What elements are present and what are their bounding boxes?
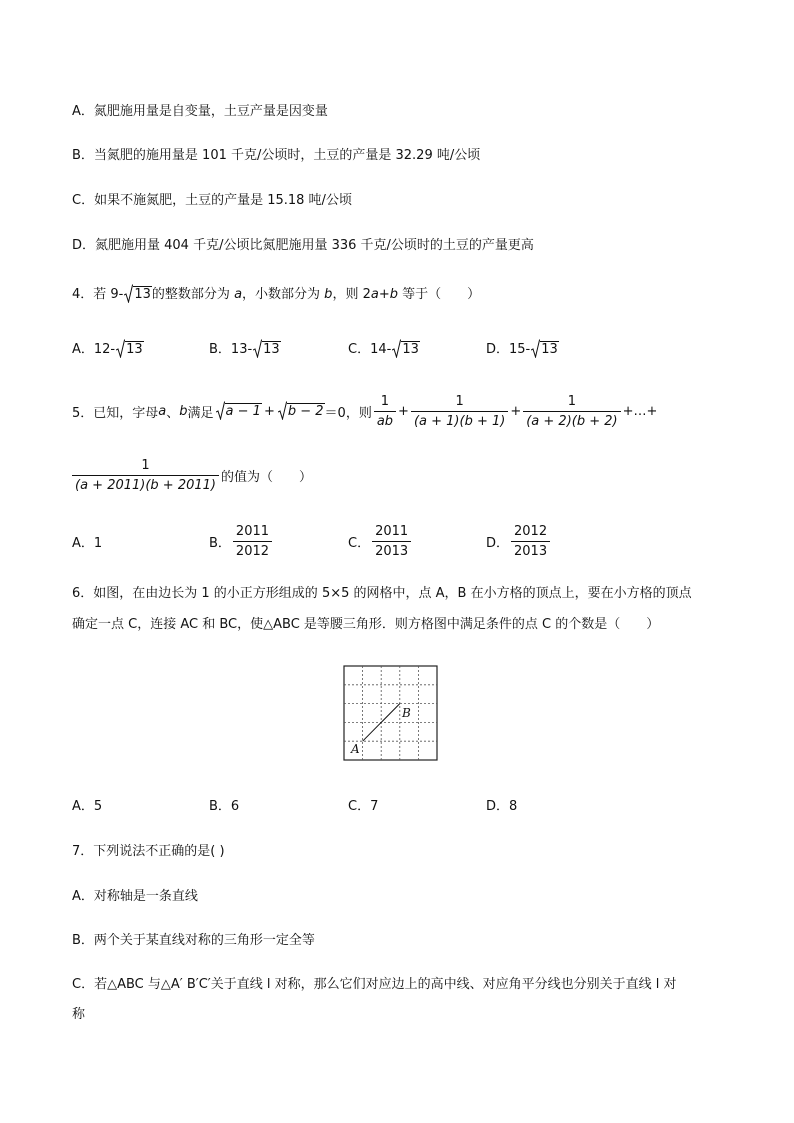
fraction-2: $\frac{1}{(a + 1)(b + 1)}$ <box>411 393 508 430</box>
q5-stem: 5．已知，字母 a 、 b 满足 a − 1 + b − 2 ＝0，则 $\frac{1}{ab}$ + $\frac{1}{(a + 1)(b + 1)}$ + $\frac{1}{(a + 2)(b + 2)}$ +…+ <box>72 394 658 429</box>
q5-stem-cont: $\frac{1}{(a + 2011)(b + 2011)}$ 的值为（ ） <box>72 457 312 494</box>
point-b-label: B <box>402 706 411 720</box>
point-a-label: A <box>351 742 360 756</box>
q4-option-b: B．13- 13 <box>209 342 280 357</box>
q4-option-a: A．12- 13 <box>72 342 143 357</box>
q3-option-c: C．如果不施氮肥，土豆的产量是 15.18 吨/公顷 <box>72 193 352 208</box>
fraction-3: $\frac{1}{(a + 2)(b + 2)}$ <box>523 393 620 430</box>
q7-option-a: A．对称轴是一条直线 <box>72 889 198 904</box>
q5-option-d: D． $\frac{2012}{2013}$ <box>486 523 552 560</box>
q5-option-b: B． $\frac{2011}{2012}$ <box>209 523 274 560</box>
q6-option-d: D．8 <box>486 799 518 814</box>
q6-stem-line1: 6．如图，在由边长为 1 的小正方形组成的 5×5 的网格中，点 A，B 在小方格的顶点上，要在小方格的顶点 <box>72 586 692 601</box>
q5-option-c: C． $\frac{2011}{2013}$ <box>348 523 413 560</box>
q6-option-a: A．5 <box>72 799 103 814</box>
q6-option-b: B．6 <box>209 799 240 814</box>
q7-stem: 7．下列说法不正确的是( ) <box>72 844 225 859</box>
fraction-1: $\frac{1}{ab}$ <box>374 393 396 430</box>
q3-option-b: B．当氮肥的施用量是 101 千克/公顷时，土豆的产量是 32.29 吨/公顷 <box>72 148 481 163</box>
q3-option-d: D．氮肥施用量 404 千克/公顷比氮肥施用量 336 千克/公顷时的土豆的产量更高 <box>72 238 534 253</box>
q7-option-b: B．两个关于某直线对称的三角形一定全等 <box>72 933 315 948</box>
q4-option-d: D．15- 13 <box>486 342 558 357</box>
q4-stem: 4．若 9- 13的整数部分为 a，小数部分为 b，则 2a+b 等于（ ） <box>72 287 481 302</box>
q3-option-a: A．氮肥施用量是自变量，土豆产量是因变量 <box>72 104 328 119</box>
q7-option-c-line2: 称 <box>72 1007 86 1022</box>
sqrt-13: 13 <box>124 286 152 304</box>
q6-stem-line2: 确定一点 C，连接 AC 和 BC，使△ABC 是等腰三角形．则方格图中满足条件的点 C 的个数是（ ） <box>72 617 660 632</box>
q4-option-c: C．14- 13 <box>348 342 419 357</box>
fraction-4: $\frac{1}{(a + 2011)(b + 2011)}$ <box>72 457 219 494</box>
q7-option-c-line1: C．若△ABC 与△A′ B′C′关于直线 l 对称，那么它们对应边上的高中线、对应角平分线也分别关于直线 l 对 <box>72 977 677 992</box>
q5-option-a: A．1 <box>72 536 103 551</box>
q6-option-c: C．7 <box>348 799 379 814</box>
grid-figure <box>343 665 438 761</box>
